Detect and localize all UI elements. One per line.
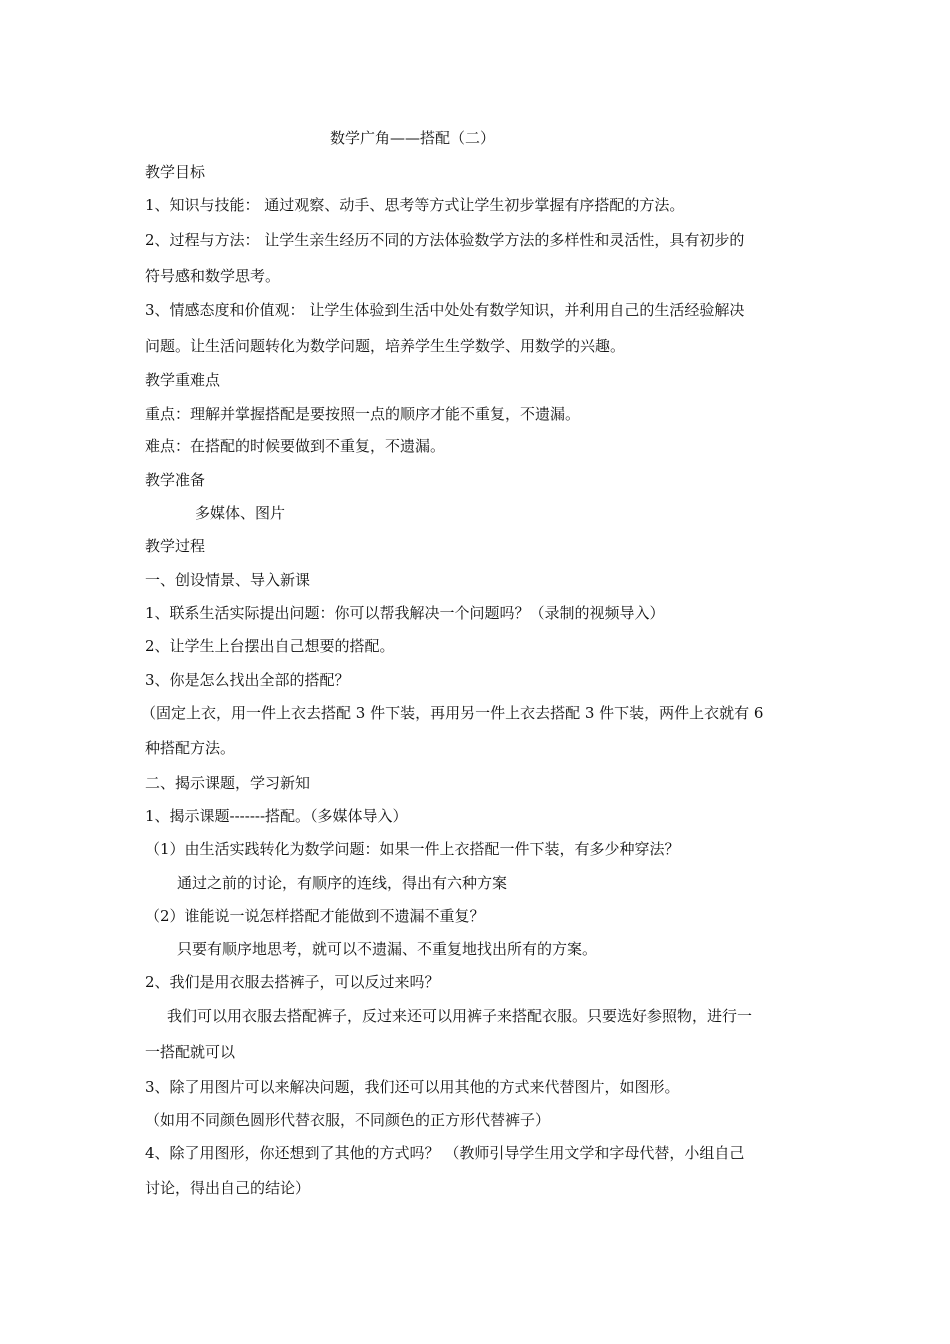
paragraph-line: 2、让学生上台摆出自己想要的搭配。: [145, 637, 395, 655]
paragraph-line: 1、知识与技能： 通过观察、动手、思考等方式让学生初步掌握有序搭配的方法。: [145, 196, 685, 214]
paragraph-line: 4、除了用图形，你还想到了其他的方式吗？ （教师引导学生用文学和字母代替，小组自己: [145, 1144, 745, 1162]
paragraph-line: 1、联系生活实际提出问题：你可以帮我解决一个问题吗？（录制的视频导入）: [145, 604, 665, 622]
section-heading: 教学准备: [145, 471, 206, 489]
paragraph-line: 1、揭示课题-------搭配。（多媒体导入）: [145, 807, 408, 825]
paragraph-line: 种搭配方法。: [145, 739, 236, 757]
paragraph-line: （如用不同颜色圆形代替衣服，不同颜色的正方形代替裤子）: [145, 1111, 551, 1129]
paragraph-line: 难点：在搭配的时候要做到不重复，不遗漏。: [145, 437, 446, 455]
paragraph-line: 通过之前的讨论，有顺序的连线，得出有六种方案: [177, 874, 508, 892]
paragraph-line: 问题。让生活问题转化为数学问题，培养学生生学数学、用数学的兴趣。: [145, 337, 626, 355]
paragraph-line: （固定上衣，用一件上衣去搭配 3 件下装，再用另一件上衣去搭配 3 件下装，两件上衣就有 6: [141, 704, 764, 722]
paragraph-line: 3、你是怎么找出全部的搭配？: [145, 671, 350, 689]
paragraph-line: 符号感和数学思考。: [145, 267, 281, 285]
paragraph-line: 3、除了用图片可以来解决问题，我们还可以用其他的方式来代替图片，如图形。: [145, 1078, 680, 1096]
paragraph-line: 二、揭示课题，学习新知: [145, 774, 311, 792]
paragraph-line: 2、过程与方法： 让学生亲生经历不同的方法体验数学方法的多样性和灵活性，具有初步的: [145, 231, 745, 249]
paragraph-line: 我们可以用衣服去搭配裤子，反过来还可以用裤子来搭配衣服。只要选好参照物，进行一: [167, 1007, 753, 1025]
paragraph-line: （1）由生活实践转化为数学问题：如果一件上衣搭配一件下装，有多少种穿法？: [145, 840, 680, 858]
section-heading: 教学过程: [145, 537, 206, 555]
paragraph-line: 重点：理解并掌握搭配是要按照一点的顺序才能不重复，不遗漏。: [145, 405, 581, 423]
document-title: 数学广角——搭配（二）: [330, 129, 496, 147]
paragraph-line: 2、我们是用衣服去搭裤子，可以反过来吗？: [145, 973, 440, 991]
paragraph-line: （2）谁能说一说怎样搭配才能做到不遗漏不重复？: [145, 907, 485, 925]
paragraph-line: 一搭配就可以: [145, 1043, 236, 1061]
section-heading: 教学重难点: [145, 371, 221, 389]
paragraph-line: 一、创设情景、导入新课: [145, 571, 311, 589]
section-heading: 教学目标: [145, 163, 206, 181]
paragraph-line: 只要有顺序地思考，就可以不遗漏、不重复地找出所有的方案。: [177, 940, 598, 958]
paragraph-line: 3、情感态度和价值观： 让学生体验到生活中处处有数学知识，并利用自己的生活经验解决: [145, 301, 745, 319]
paragraph-line: 多媒体、图片: [195, 504, 286, 522]
paragraph-line: 讨论，得出自己的结论）: [145, 1179, 311, 1197]
